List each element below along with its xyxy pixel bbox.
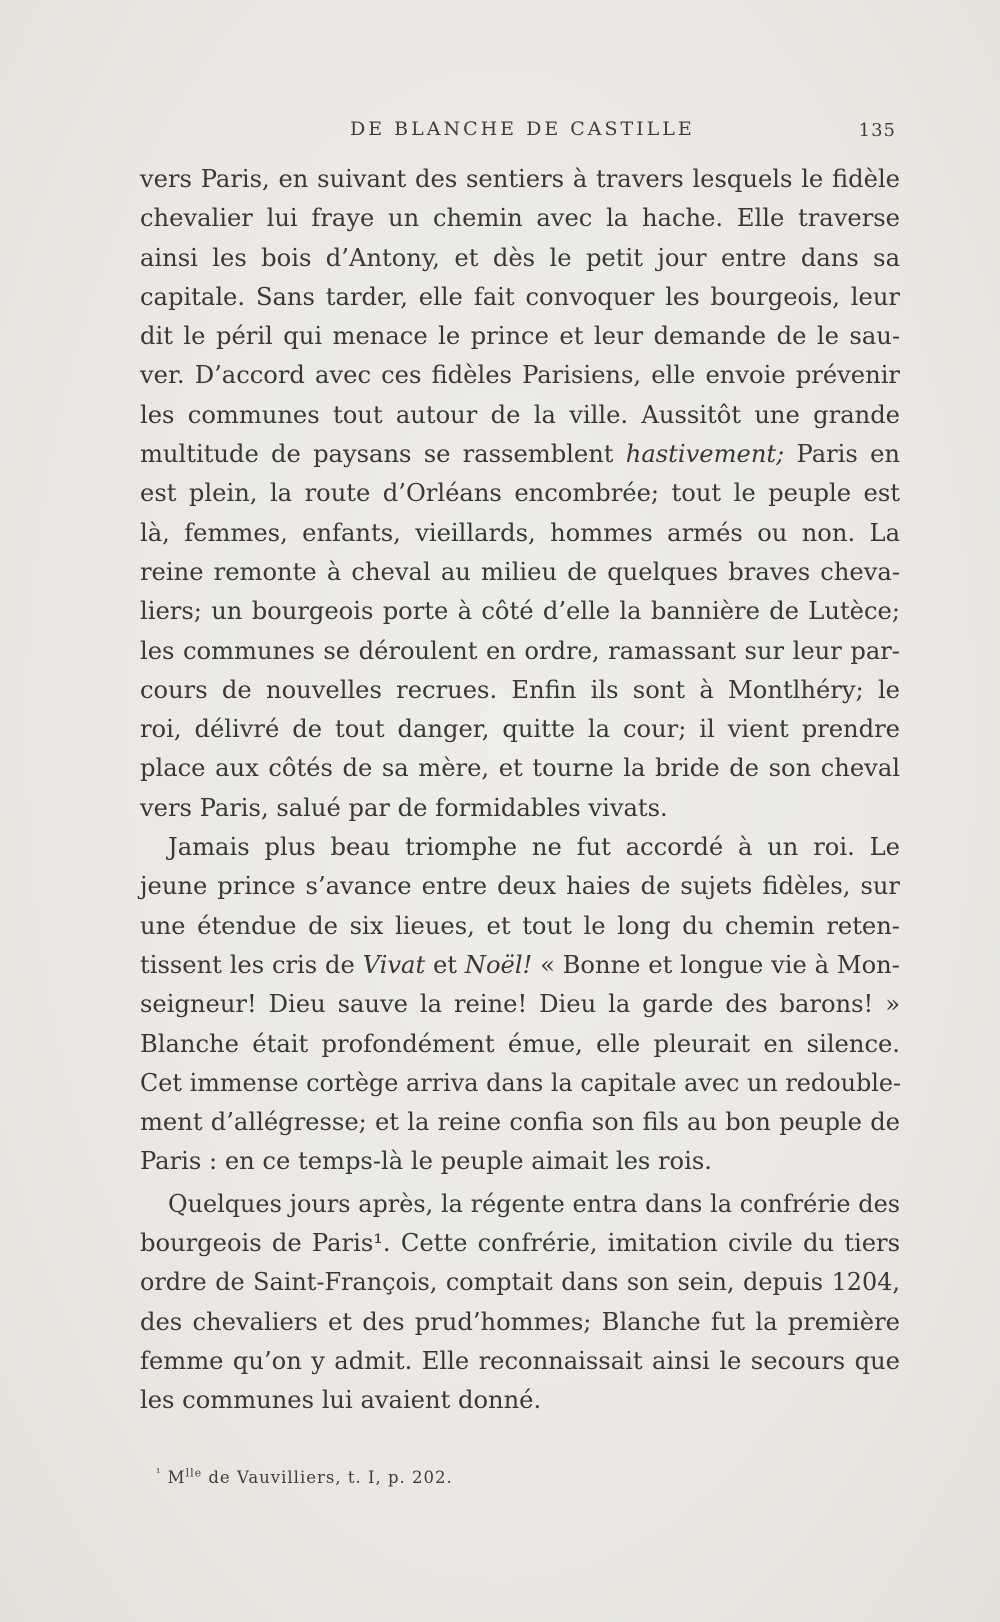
text-line: ainsi les bois d’Antony, et dès le petit jour entre dans sa [140,243,900,272]
text-line: vers Paris, en suivant des sentiers à travers lesquels le fidèle [140,165,900,193]
text-line: dit le péril qui menace le prince et leur demande de le sau- [140,322,900,351]
running-title: DE BLANCHE DE CASTILLE [350,118,695,140]
text-line: capitale. Sans tarder, elle fait convoquer les bourgeois, leur [140,282,900,311]
text-line: bourgeois de Paris¹. Cette confrérie, imitation civile du tiers [140,1229,900,1258]
text-line: là, femmes, enfants, vieillards, hommes armés ou non. La [140,518,900,547]
text-line: ordre de Saint-François, comptait dans son sein, depuis 1204, [140,1268,900,1297]
text-line: seigneur! Dieu sauve la reine! Dieu la garde des barons! » [140,990,900,1019]
text-line: ver. D’accord avec ces fidèles Parisiens, elle envoie prévenir [140,361,900,390]
page-number: 135 [858,120,896,141]
text-line: une étendue de six lieues, et tout le long du chemin reten- [140,911,900,940]
text-line: chevalier lui fraye un chemin avec la hache. Elle traverse [140,204,900,233]
text-line: femme qu’on y admit. Elle reconnaissait ainsi le secours que [140,1346,900,1375]
text-line: les communes tout autour de la ville. Aussitôt une grande [140,400,900,429]
text-line: Blanche était profondément émue, elle pleurait en silence. [140,1029,900,1058]
text-line: est plein, la route d’Orléans encombrée; tout le peuple est [140,479,900,508]
text-line: les communes se déroulent en ordre, ramassant sur leur par- [140,636,900,665]
text-line: cours de nouvelles recrues. Enfin ils sont à Montlhéry; le [140,675,900,704]
text-line: Quelques jours après, la régente entra dans la confrérie des [168,1189,900,1218]
footnote-text: $M^{lle}$ de Vauvilliers, t. I, p. 202. [167,1466,453,1487]
text-line: Cet immense cortège arriva dans la capitale avec un redouble- [140,1068,902,1097]
text-line: des chevaliers et des prud’hommes; Blanche fut la première [140,1307,900,1336]
text-line: reine remonte à cheval au milieu de quelques braves cheva- [140,557,900,586]
text-line: vers Paris, salué par de formidables vivats. [140,793,668,822]
text-line: liers; un bourgeois porte à côté d’elle la bannière de Lutèce; [140,597,900,626]
running-header [140,118,900,148]
text-line: ment d’allégresse; et la reine confia son fils au bon peuple de [140,1108,900,1137]
footnote [156,1466,453,1487]
text-line: tissent les cris de Vivat et Noël! « Bonne et longue vie à Mon- [140,950,900,979]
text-line: les communes lui avaient donné. [140,1386,542,1415]
text-line: multitude de paysans se rassemblent hastivement; Paris en [140,440,900,469]
body-text [140,160,900,1421]
text-line: place aux côtés de sa mère, et tourne la bride de son cheval [140,754,900,783]
footnote-marker: ¹ [156,1466,162,1479]
text-line: Paris : en ce temps-là le peuple aimait les rois. [140,1147,712,1176]
text-line: roi, délivré de tout danger, quitte la cour; il vient prendre [140,715,900,744]
text-line: jeune prince s’avance entre deux haies de sujets fidèles, sur [140,872,900,901]
text-line: Jamais plus beau triomphe ne fut accordé à un roi. Le [168,833,900,862]
